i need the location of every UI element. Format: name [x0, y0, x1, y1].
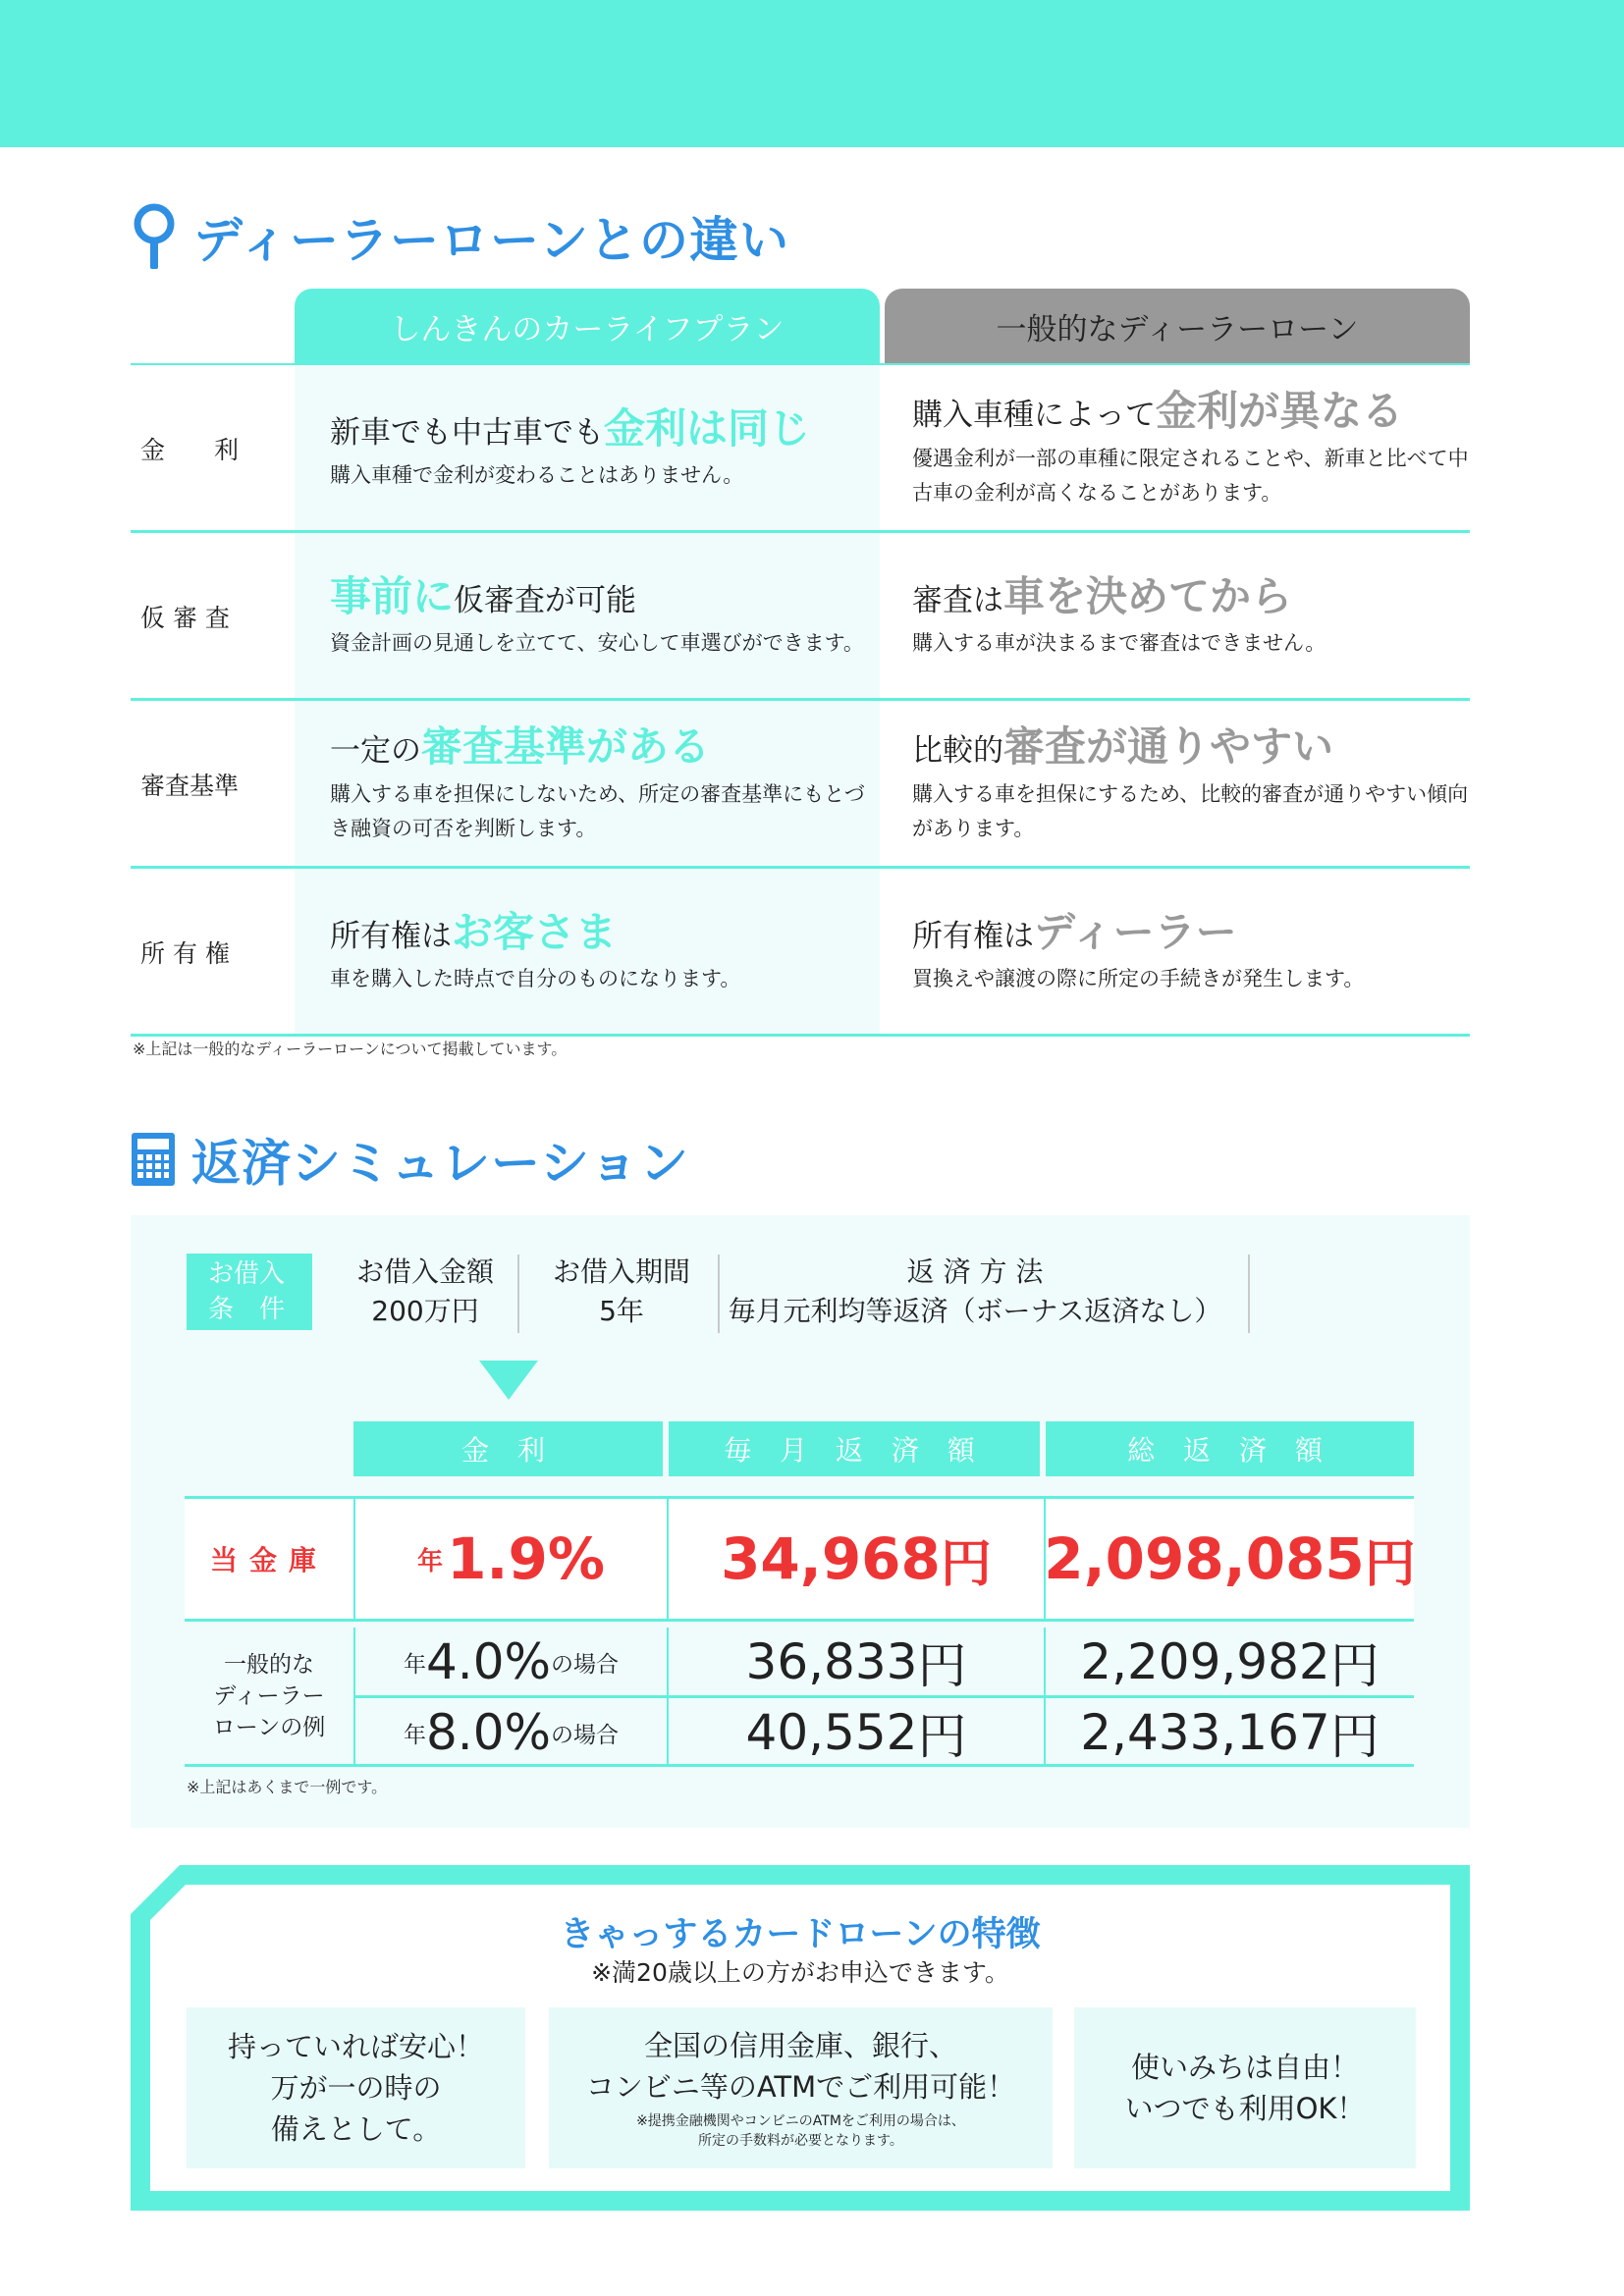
row-label: 審査基準	[140, 772, 240, 800]
shinkin-cell	[295, 365, 880, 532]
lead-text: 比較的審査が通りやすい	[912, 722, 1334, 772]
simulation-footnote: ※上記はあくまで一例です。	[187, 1778, 388, 1796]
feature-note: ※提携金融機関やコンビニのATMをご利用の場合は、 所定の手数料が必要となります。	[636, 2113, 965, 2149]
condition-label: 返 済 方 法	[906, 1255, 1044, 1288]
comparison-title: ディーラーローンとの違い	[193, 212, 789, 269]
lead-text: 新車でも中古車でも金利は同じ	[330, 403, 811, 453]
main-monthly: 34,968 円	[721, 1525, 992, 1594]
condition-value: 5年	[599, 1295, 644, 1327]
header-total: 総 返 済 額	[1046, 1421, 1414, 1476]
row-label: 所 有 権	[140, 939, 230, 968]
description: 購入する車を担保にするため、比較的審査が通りやすい傾向があります。	[912, 781, 1469, 841]
simulation-section-title	[131, 1124, 689, 1195]
header-rate: 金 利	[353, 1421, 663, 1476]
column-header-shinkin: しんきんのカーライフプラン	[295, 289, 880, 363]
calculator-icon	[131, 1132, 176, 1187]
condition-label: お借入金額	[355, 1255, 494, 1288]
comparison-section-title	[131, 201, 789, 272]
description: 購入する車を担保にしないため、所定の審査基準にもとづき融資の可否を判断します。	[330, 781, 865, 841]
condition-period	[523, 1253, 720, 1333]
description: 購入する車が決まるまで審査はできません。	[912, 631, 1326, 656]
down-arrow-icon	[479, 1361, 538, 1400]
comparison-table	[131, 285, 1470, 991]
column-header-dealer: 一般的なディーラーローン	[885, 289, 1470, 363]
top-color-band	[0, 0, 1624, 147]
example-rate: 年 4.0% の場合	[403, 1633, 620, 1690]
main-total: 2,098,085 円	[1044, 1525, 1416, 1594]
dealer-cell	[885, 533, 1470, 700]
example-total: 2,433,167 円	[1080, 1704, 1380, 1765]
description: 購入車種で金利が変わることはありません。	[330, 463, 744, 488]
condition-value: 200万円	[371, 1295, 479, 1327]
feature-text: 全国の信用金庫、銀行、 コンビニ等のATMでご利用可能！	[585, 2029, 1016, 2104]
table-row-interest	[131, 365, 1470, 532]
feature-box-atm	[549, 2007, 1053, 2168]
magnifier-icon	[131, 202, 178, 271]
dealer-cell	[885, 701, 1470, 868]
shinkin-cell	[295, 533, 880, 700]
description: 資金計画の見通しを立てて、安心して車選びができます。	[330, 631, 864, 656]
main-result-row	[185, 1496, 1414, 1622]
lead-text: 事前に仮審査が可能	[330, 571, 637, 620]
feature-text: 持っていれば安心！ 万が一の時の 備えとして。	[227, 2030, 484, 2146]
condition-divider	[517, 1255, 519, 1333]
feature-box-safety	[187, 2007, 525, 2168]
feature-box-free-use	[1074, 2007, 1416, 2168]
main-rate: 年 1.9%	[417, 1525, 605, 1592]
condition-method	[720, 1253, 1230, 1333]
shinkin-cell	[295, 701, 880, 868]
example-monthly: 40,552 円	[745, 1704, 967, 1765]
dealer-cell	[885, 869, 1470, 1036]
features-title: きゃっするカードローンの特徴	[560, 1915, 1041, 1954]
table-row-criteria	[131, 701, 1470, 868]
simulation-panel	[131, 1215, 1470, 1828]
simulation-title: 返済シミュレーション	[191, 1135, 689, 1192]
condition-divider	[1248, 1255, 1250, 1333]
conditions-badge: お借入 条 件	[187, 1254, 312, 1330]
row-label: 金 利	[140, 436, 240, 464]
example-rate: 年 8.0% の場合	[403, 1704, 620, 1761]
example-monthly: 36,833 円	[745, 1633, 967, 1694]
main-row-label: 当金庫	[209, 1544, 328, 1576]
condition-value: 毎月元利均等返済（ボーナス返済なし）	[728, 1295, 1222, 1327]
comparison-header	[131, 285, 1470, 363]
row-label: 仮 審 査	[140, 604, 230, 632]
header-monthly: 毎 月 返 済 額	[669, 1421, 1040, 1476]
example-total: 2,209,982 円	[1080, 1633, 1380, 1694]
lead-text: 購入車種によって金利が異なる	[912, 387, 1404, 436]
example-label: 一般的な ディーラー ローンの例	[212, 1651, 326, 1740]
lead-text: 一定の審査基準がある	[330, 722, 711, 772]
example-rows	[185, 1628, 1414, 1767]
description: 買換えや譲渡の際に所定の手続きが発生します。	[912, 967, 1365, 991]
feature-text: 使いみちは自由！ いつでも利用OK！	[1124, 2051, 1366, 2125]
lead-text: 所有権はお客さま	[330, 907, 618, 956]
dealer-cell	[885, 365, 1470, 532]
comparison-footnote: ※上記は一般的なディーラーローンについて掲載しています。	[133, 1040, 568, 1058]
description: 優遇金利が一部の車種に限定されることや、新車と比べて中古車の金利が高くなることがあります。	[912, 446, 1469, 506]
table-row-ownership	[131, 869, 1470, 1036]
shinkin-cell	[295, 869, 880, 1036]
condition-amount	[337, 1253, 514, 1333]
description: 車を購入した時点で自分のものになります。	[330, 967, 741, 991]
lead-text: 所有権はディーラー	[912, 907, 1237, 956]
table-row-pre-screening	[131, 533, 1470, 700]
features-subtitle: ※満20歳以上の方がお申込できます。	[591, 1958, 1009, 1987]
lead-text: 審査は車を決めてから	[912, 571, 1293, 620]
condition-label: お借入期間	[552, 1255, 690, 1288]
